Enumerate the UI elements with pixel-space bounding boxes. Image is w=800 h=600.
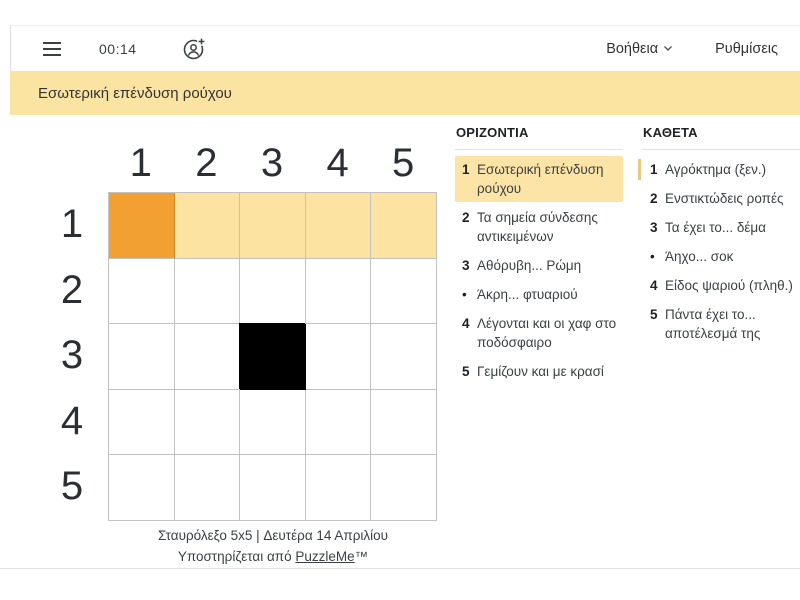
grid-cell[interactable] — [306, 455, 372, 521]
grid-cell[interactable] — [109, 455, 175, 521]
row-number: 1 — [60, 202, 84, 246]
toolbar — [10, 25, 800, 71]
clue-text: Εσωτερική επένδυση ρούχου — [477, 162, 604, 196]
clue-text: Άηχο... σοκ — [665, 249, 734, 264]
clue-text: Γεμίζουν και με κρασί — [477, 364, 604, 379]
row-number: 5 — [60, 464, 84, 509]
across-title: ΟΡΙΖΟΝΤΙΑ — [455, 125, 623, 150]
active-clue-banner — [10, 71, 800, 115]
settings-button[interactable]: Ρυθμίσεις — [715, 40, 778, 57]
clue-number: 4 — [462, 316, 470, 331]
clue-number: 5 — [650, 307, 658, 322]
active-clue-text: Εσωτερική επένδυση ρούχου — [38, 84, 232, 102]
puzzleme-link[interactable]: PuzzleMe — [295, 549, 355, 564]
column-number: 5 — [392, 141, 415, 185]
column-number: 2 — [195, 141, 218, 185]
help-menu[interactable] — [606, 41, 673, 57]
clue-text: Ενστικτώδεις ροπές — [665, 191, 784, 206]
clue-item[interactable] — [455, 281, 623, 308]
grid-cell[interactable] — [306, 259, 372, 325]
grid-cell[interactable] — [240, 455, 306, 521]
grid-cell[interactable] — [240, 193, 306, 259]
clue-number: 2 — [462, 210, 470, 225]
clue-item[interactable] — [642, 214, 800, 241]
add-user-button[interactable] — [181, 36, 207, 62]
across-clues — [455, 125, 623, 387]
clue-text: Τα σημεία σύνδεσης αντικειμένων — [477, 210, 598, 244]
clue-text: Άκρη... φτυαριού — [477, 287, 578, 302]
grid-cell[interactable] — [109, 390, 175, 456]
clue-item[interactable] — [455, 310, 623, 356]
clue-number: 3 — [462, 258, 470, 273]
bottom-divider — [0, 568, 800, 569]
grid-cell — [240, 324, 306, 390]
menu-button[interactable] — [39, 38, 65, 60]
grid-cell[interactable] — [175, 455, 241, 521]
clue-number: • — [462, 287, 467, 302]
across-clue-list — [455, 156, 623, 385]
hamburger-icon — [43, 42, 61, 44]
grid-cell[interactable] — [306, 193, 372, 259]
column-number: 3 — [260, 141, 284, 185]
row-numbers — [44, 192, 100, 520]
crossword-widget — [10, 25, 800, 564]
grid-cell[interactable] — [240, 259, 306, 325]
clue-text: Είδος ψαριού (πληθ.) — [665, 278, 793, 293]
clue-number: 1 — [650, 162, 658, 177]
grid-cell[interactable] — [371, 193, 437, 259]
grid-cell[interactable] — [306, 390, 372, 456]
grid-cell[interactable] — [175, 259, 241, 325]
grid-cell[interactable] — [240, 390, 306, 456]
clue-item[interactable] — [642, 301, 800, 347]
clue-text: Αγρόκτημα (ξεν.) — [665, 162, 767, 177]
grid-cell[interactable] — [109, 193, 175, 259]
column-number: 4 — [326, 141, 349, 185]
row-number: 3 — [60, 333, 84, 378]
powered-by: Υποστηρίζεται από PuzzleMe™ — [177, 549, 369, 564]
clue-item[interactable] — [455, 204, 623, 250]
clue-number: 5 — [462, 364, 470, 379]
down-clue-list — [642, 156, 800, 347]
clue-item[interactable] — [642, 185, 800, 212]
clue-text: Τα έχει το... δέμα — [665, 220, 766, 235]
timer: 00:14 — [99, 40, 137, 57]
clue-number: 4 — [650, 278, 658, 293]
clue-text: Πάντα έχει το... αποτέλεσμά της — [665, 307, 761, 341]
clue-item[interactable] — [455, 358, 623, 385]
clue-text: Λέγονται και οι χαφ στο ποδόσφαιρο — [477, 316, 617, 350]
clue-item[interactable] — [455, 156, 623, 202]
grid-cell[interactable] — [109, 259, 175, 325]
grid-cell[interactable] — [175, 193, 241, 259]
puzzle-info — [108, 525, 438, 567]
chevron-down-icon — [663, 45, 673, 52]
grid-cell[interactable] — [175, 390, 241, 456]
add-user-icon — [181, 36, 207, 62]
puzzle-title: Σταυρόλεξο 5x5 | Δευτέρα 14 Απριλίου — [157, 528, 389, 543]
clue-number: 2 — [650, 191, 658, 206]
grid-cell[interactable] — [371, 455, 437, 521]
clue-number: 1 — [462, 162, 470, 177]
grid-cell[interactable] — [371, 324, 437, 390]
down-title: ΚΑΘΕΤΑ — [642, 125, 800, 150]
clue-number: 3 — [650, 220, 658, 235]
grid-cell[interactable] — [306, 324, 372, 390]
crossword-grid — [108, 192, 437, 521]
row-number: 4 — [60, 398, 84, 443]
clue-text: Αθόρυβη... Ρώμη — [477, 258, 582, 273]
clue-item[interactable] — [455, 252, 623, 279]
clue-item[interactable] — [642, 156, 800, 183]
down-clues — [642, 125, 800, 349]
column-numbers — [108, 137, 437, 189]
grid-cell[interactable] — [175, 324, 241, 390]
clue-item[interactable] — [642, 243, 800, 270]
grid-cell[interactable] — [371, 390, 437, 456]
clue-item[interactable] — [642, 272, 800, 299]
row-number: 2 — [60, 267, 84, 312]
clue-number: • — [650, 249, 655, 264]
help-label: Βοήθεια — [606, 40, 659, 57]
grid-cell[interactable] — [109, 324, 175, 390]
grid-cell[interactable] — [371, 259, 437, 325]
column-number: 1 — [129, 141, 152, 185]
